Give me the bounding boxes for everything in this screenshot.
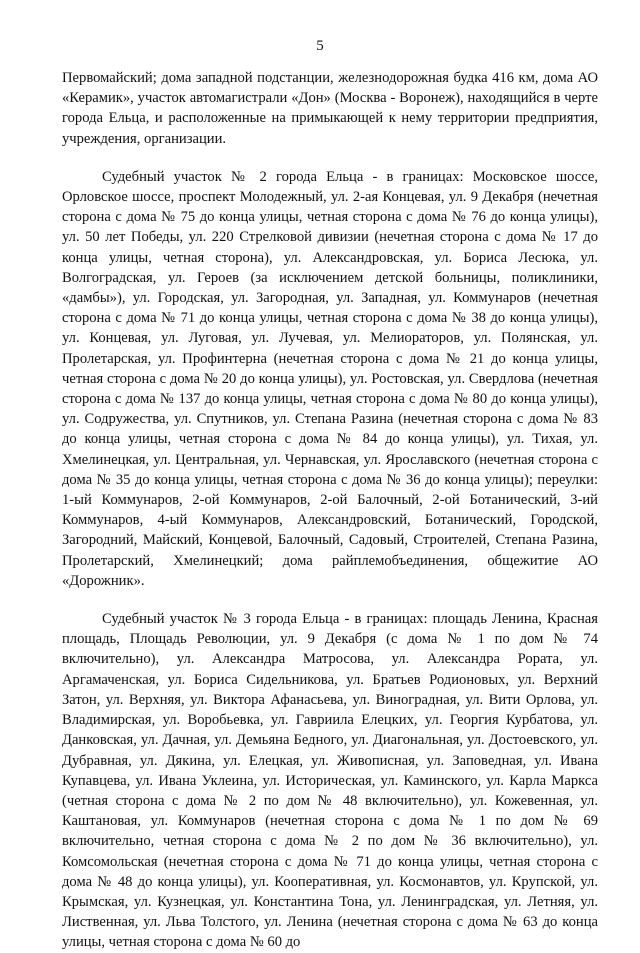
paragraph-court-district-3: Судебный участок № 3 города Ельца - в границах: площадь Ленина, Красная площадь, Площадь Революции, ул. 9 Декабря (с дома № 1 по дом № 74 включительно), ул. Александра Матросова, ул. Александра Рората, ул. Аргамаченская, ул. Бориса Сидельникова, ул. Братьев Родионовых, ул. Верхний Затон, ул. Верхняя, ул. Виктора Афанасьева, ул. Виноградная, ул. Вити Орлова, ул. Владимирская, ул. Воробьевка, ул. Гавриила Елецких, ул. Георгия Курбатова, ул. Данковская, ул. Дачная, ул. Демьяна Бедного, ул. Диагональная, ул. Достоевского, ул. Дубравная, ул. Дякина, ул. Елецкая, ул. Живописная, ул. Заповедная, ул. Ивана Купавцева, ул. Ивана Уклеина, ул. Историческая, ул. Каминского, ул. Карла Маркса (четная сторона с дома № 2 по дом № 48 включительно), ул. Кожевенная, ул. Каштановая, ул. Коммунаров (нечетная сторона с дома № 1 по дом № 69 включительно, четная сторона с дома № 2 по дом № 36 включительно), ул. Комсомольская (нечетная сторона с дома № 71 до конца улицы, четная сторона с дома № 48 до конца улицы), ул. Кооперативная, ул. Космонавтов, ул. Крупской, ул. Крымская, ул. Кузнецкая, ул. Константина Тона, ул. Ленинградская, ул. Летняя, ул. Лиственная, ул. Льва Толстого, ул. Ленина (нечетная сторона с дома № 63 до конца улицы, четная сторона с дома № 60 до (62, 611, 598, 951)
paragraph-gap (62, 149, 598, 167)
document-body (62, 68, 598, 953)
page-number: 5 (316, 38, 324, 54)
paragraph-gap (62, 591, 598, 609)
paragraph-continuation: Первомайский; дома западной подстанции, железнодорожная будка 416 км, дома АО «Керамик», участок автомагистрали «Дон» (Москва - Воронеж), находящийся в черте города Ельца, и расположенные на примыкающей к нему территории предприятия, учреждения, организации. (62, 70, 598, 147)
paragraph-court-district-2: Судебный участок № 2 города Ельца - в границах: Московское шоссе, Орловское шоссе, проспект Молодежный, ул. 2-ая Концевая, ул. 9 Декабря (нечетная сторона с дома № 75 до конца улицы, четная сторона с дома № 76 до конца улицы), ул. 50 лет Победы, ул. 220 Стрелковой дивизии (нечетная сторона с дома № 17 до конца улицы, четная сторона), ул. Александровская, ул. Бориса Лесюка, ул. Волгоградская, ул. Героев (за исключением детской больницы, поликлиники, «дамбы»), ул. Городская, ул. Загородная, ул. Западная, ул. Коммунаров (нечетная сторона с дома № 71 до конца улицы, четная сторона с дома № 38 до конца улицы), ул. Концевая, ул. Луговая, ул. Лучевая, ул. Мелиораторов, ул. Полянская, ул. Пролетарская, ул. Профинтерна (нечетная сторона с дома № 21 до конца улицы, четная сторона с дома № 20 до конца улицы), ул. Ростовская, ул. Свердлова (нечетная сторона с дома № 137 до конца улицы, четная сторона с дома № 80 до конца улицы), ул. Содружества, ул. Спутников, ул. Степана Разина (нечетная сторона с дома № 83 до конца улицы, четная сторона с дома № 84 до конца улицы), ул. Тихая, ул. Хмелинецкая, ул. Центральная, ул. Чернавская, ул. Ярославского (нечетная сторона с дома № 35 до конца улицы, четная сторона с дома № 36 до конца улицы); переулки: 1-ый Коммунаров, 2-ой Коммунаров, 2-ой Балочный, 2-ой Ботанический, 3-ий Коммунаров, 4-ый Коммунаров, Александровский, Ботанический, Городской, Загородний, Майский, Концевой, Балочный, Садовый, Строителей, Степана Разина, Пролетарский, Хмелинецкий; дома райплемобъединения, общежитие АО «Дорожник». (62, 168, 598, 589)
